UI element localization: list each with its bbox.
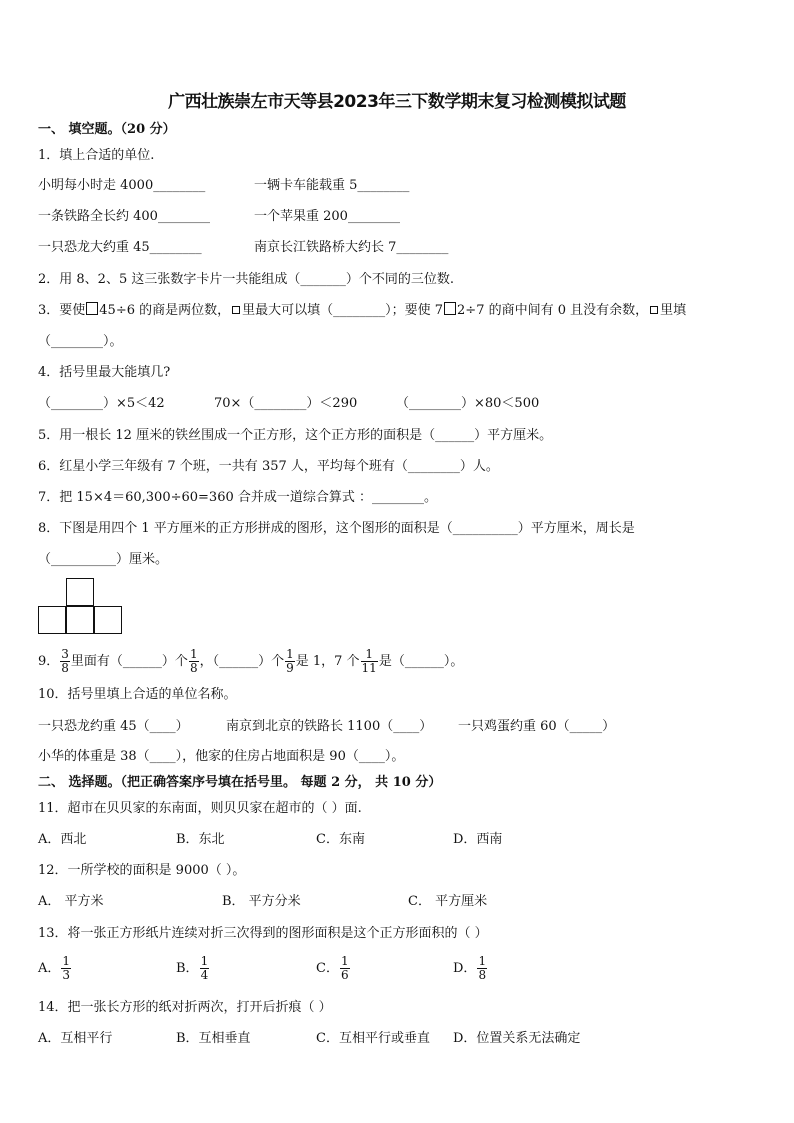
denominator: 9 [286,661,294,675]
small-box-icon [232,306,240,314]
q7: 7．把 15×4＝60,300÷60=360 合并成一道综合算式 ：________。 [38,490,438,505]
q3-part5: 里填 [660,303,687,318]
q14-option-c: C．互相平行或垂直 [316,1031,430,1046]
fraction-1-3 [61,955,71,982]
q3-line1 [38,302,686,320]
q13-option-a [38,955,72,982]
denominator: 4 [200,968,209,982]
q8-line2: （__________）厘米。 [38,552,169,567]
q10-stem: 10．括号里填上合适的单位名称。 [38,687,237,702]
numerator: 1 [361,648,378,662]
q9-number: 9． [38,654,60,669]
option-label: C． [316,961,339,976]
section-2-heading: 二、 选择题。（把正确答案序号填在括号里。 每题 2 分， 共 10 分） [38,775,442,790]
q1-item-f: 南京长江铁路桥大约长 7________ [254,240,449,255]
q13-option-d [453,955,488,982]
q14-stem: 14．把一张长方形的纸对折两次，打开后折痕（ ） [38,1000,332,1015]
q9-text1: 里面有（______）个 [70,654,188,669]
q5: 5．用一根长 12 厘米的铁丝围成一个正方形，这个正方形的面积是（______）平方厘米。 [38,428,553,443]
option-label: A． [38,961,61,976]
blank-box-icon [86,302,98,315]
denominator: 8 [61,661,69,675]
q13-stem: 13．将一张正方形纸片连续对折三次得到的图形面积是这个正方形面积的（ ） [38,926,488,941]
q14-option-b: B．互相垂直 [176,1031,251,1046]
q12-option-b: B． 平方分米 [222,894,301,909]
q11-option-a: A．西北 [38,832,87,847]
numerator: 3 [61,647,69,661]
figure-square-top [66,578,94,606]
q9-text3: 是 1，7 个 [295,654,360,669]
q11-option-c: C．东南 [316,832,365,847]
q14-option-a: A．互相平行 [38,1031,113,1046]
q4-item-a: （________）×5＜42 [38,396,165,411]
fraction-1-9 [285,648,295,675]
q9-text4: 是（______）。 [378,654,464,669]
q2: 2．用 8、2、5 这三张数字卡片一共能组成（_______）个不同的三位数. [38,272,454,287]
q10-item-c: 一只鸡蛋约重 60（_____） [458,719,616,734]
q13-option-c [316,955,351,982]
small-box-icon [650,306,658,314]
numerator: 1 [478,954,487,968]
q11-option-b: B．东北 [176,832,225,847]
q4-stem: 4．括号里最大能填几? [38,365,171,380]
q10-item-d: 小华的体重是 38（____），他家的住房占地面积是 90（____）。 [38,749,405,764]
q1-stem: 1．填上合适的单位. [38,148,155,163]
numerator: 1 [189,647,198,661]
q3-part4: 2÷7 的商中间有 0 且没有余数， [457,303,649,318]
q6: 6．红星小学三年级有 7 个班，一共有 357 人，平均每个班有（________）人。 [38,459,499,474]
q1-item-a: 小明每小时走 4000________ [38,178,206,193]
fraction-1-8 [477,955,487,982]
square-figure [38,578,122,634]
q1-item-b: 一辆卡车能载重 5________ [254,178,410,193]
denominator: 11 [361,661,377,675]
fraction-1-4 [200,955,210,982]
numerator: 1 [62,954,71,968]
q9-text2: ，（______）个 [199,654,285,669]
q11-option-d: D．西南 [453,832,503,847]
figure-square-middle [66,606,94,634]
q10-item-b: 南京到北京的铁路长 1100（____） [226,719,433,734]
q4-item-c: （________）×80＜500 [396,396,540,411]
section-1-heading: 一、 填空题。（20 分） [38,122,176,137]
q12-stem: 12．一所学校的面积是 9000（ ）。 [38,863,246,878]
numerator: 1 [200,954,209,968]
fraction-3-8 [60,648,70,675]
q11-stem: 11．超市在贝贝家的东南面，则贝贝家在超市的（ ）面. [38,801,362,816]
q10-item-a: 一只恐龙约重 45（____） [38,719,189,734]
blank-box-icon [444,302,456,315]
q14-option-d: D．位置关系无法确定 [453,1031,581,1046]
q13-option-b [176,955,210,982]
figure-square-right [94,606,122,634]
q1-item-d: 一个苹果重 200________ [254,209,400,224]
fraction-1-11 [361,648,378,675]
q3-line2: （________）。 [38,334,123,349]
q9 [38,648,463,675]
figure-square-left [38,606,66,634]
option-label: D． [453,961,477,976]
option-label: B． [176,961,199,976]
numerator: 1 [340,954,349,968]
q1-item-e: 一只恐龙大约重 45________ [38,240,202,255]
numerator: 1 [286,647,294,661]
q3-part1: 3．要使 [38,303,86,318]
page-title: 广西壮族崇左市天等县2023年三下数学期末复习检测模拟试题 [168,92,626,112]
q12-option-a: A． 平方米 [38,894,104,909]
q12-option-c: C． 平方厘米 [408,894,488,909]
q8-line1: 8．下图是用四个 1 平方厘米的正方形拼成的图形，这个图形的面积是（__________）平方厘米，周长是 [38,521,635,536]
denominator: 8 [189,661,198,675]
fraction-1-8 [189,648,199,675]
q3-part2: 45÷6 的商是两位数， [99,303,231,318]
q3-part3: 里最大可以填（________）；要使 7 [242,303,444,318]
denominator: 8 [478,968,487,982]
q1-item-c: 一条铁路全长约 400________ [38,209,210,224]
fraction-1-6 [340,955,350,982]
q4-item-b: 70×（________）＜290 [214,396,358,411]
denominator: 3 [62,968,71,982]
denominator: 6 [340,968,349,982]
